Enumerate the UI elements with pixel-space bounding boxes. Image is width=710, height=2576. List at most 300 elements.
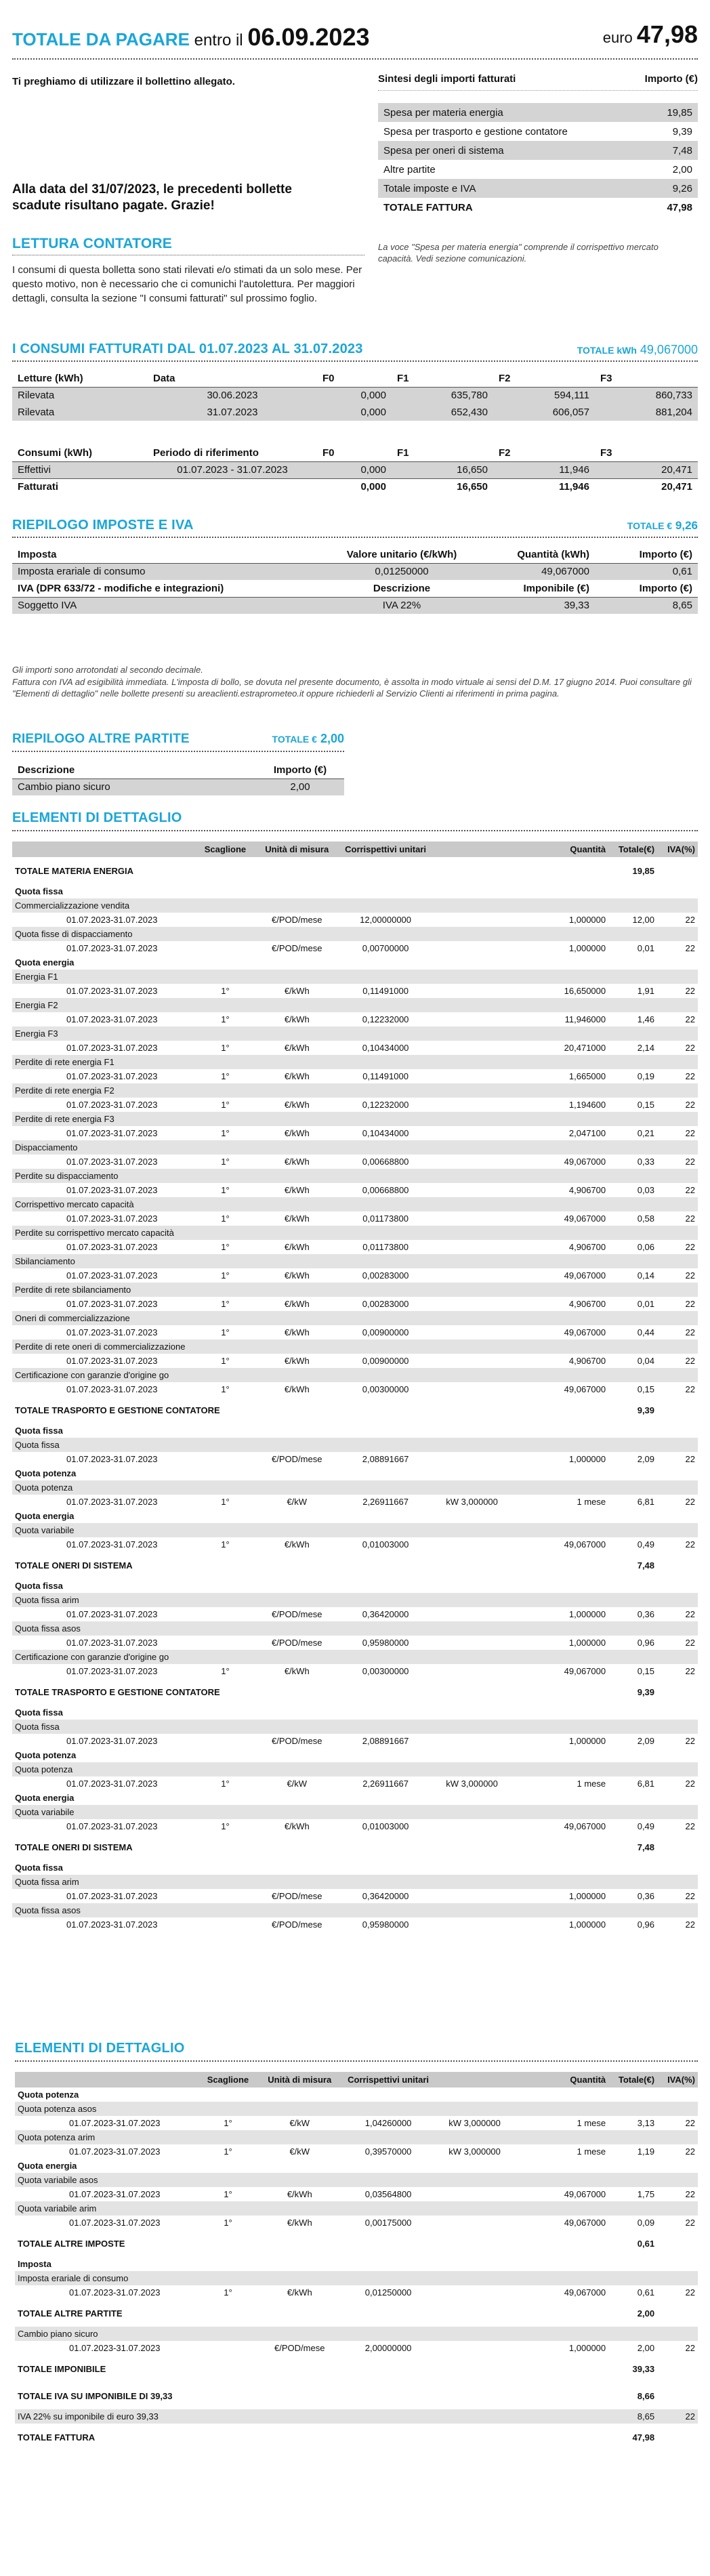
due-date: 06.09.2023 [247, 23, 370, 51]
det-total-row [15, 2230, 698, 2257]
det-period: 01.07.2023-31.07.2023 [66, 1014, 158, 1024]
letture-cell: 635,780 [451, 390, 488, 402]
altre-total-value: 2,00 [320, 732, 344, 745]
det-total: 2,09 [637, 1454, 655, 1464]
det-scaglione: 1° [221, 1356, 230, 1366]
det-line-row [12, 1211, 698, 1226]
det-item-label: Quota variabile asos [15, 2173, 698, 2187]
iva-h1: Descrizione [373, 582, 431, 594]
det-unit: €/POD/mese [272, 1736, 322, 1746]
det-quantity: 49,067000 [564, 1666, 606, 1676]
det-line-row [15, 2285, 698, 2300]
det-iva: 22 [685, 1100, 695, 1110]
det-period: 01.07.2023-31.07.2023 [66, 1100, 158, 1110]
det-unit-price: 12,00000000 [360, 915, 412, 925]
det-unit-price: 2,00000000 [364, 2343, 412, 2353]
det-period: 01.07.2023-31.07.2023 [66, 1043, 158, 1053]
iva-h3: Importo (€) [639, 582, 692, 594]
det-unit: €/kWh [284, 1185, 310, 1195]
det-quantity: 49,067000 [564, 1157, 606, 1167]
det-group-label: Quota fissa [15, 1581, 63, 1591]
det-total: 0,44 [637, 1327, 655, 1337]
letture-cell: 594,111 [554, 390, 589, 402]
det-period: 01.07.2023-31.07.2023 [66, 1666, 158, 1676]
det-item-row [12, 927, 698, 941]
det-item-row [12, 1875, 698, 1889]
consumi-cell: 20,471 [661, 481, 692, 493]
det-unit-price: 0,36420000 [362, 1891, 409, 1901]
imposte-header [12, 515, 698, 538]
det-total-label: TOTALE IMPONIBILE [18, 2363, 106, 2374]
det-quantity: 49,067000 [564, 1384, 606, 1394]
det-iva: 22 [685, 1497, 695, 1507]
det-scaglione: 1° [221, 1043, 230, 1053]
det-iva: 22 [685, 2287, 695, 2298]
det-iva: 22 [685, 1821, 695, 1831]
det-line-row [12, 1069, 698, 1083]
letture-cell: Rilevata [18, 390, 55, 402]
altre-h0: Descrizione [18, 764, 75, 776]
det-total: 0,04 [637, 1356, 655, 1366]
invoice-header [12, 20, 698, 60]
det-line-row [12, 1240, 698, 1254]
det-item-label: Quota fissa asos [12, 1621, 698, 1636]
det-total-value: 7,48 [637, 1842, 655, 1852]
altre-h1: Importo (€) [273, 764, 327, 776]
summary-row-value: 7,48 [672, 144, 692, 157]
det-quantity: 49,067000 [564, 2287, 606, 2298]
det-item-label: Quota potenza arim [15, 2130, 698, 2144]
det-power [440, 1325, 501, 1339]
det-total-row [15, 2300, 698, 2327]
summary-row-value: 19,85 [667, 106, 692, 119]
det-total: 0,21 [637, 1128, 655, 1138]
iva-r3: 8,65 [672, 600, 692, 612]
det-item-label: Perdite di rete energia F2 [12, 1083, 698, 1098]
det-quantity: 16,650000 [564, 986, 606, 996]
det-total: 0,36 [637, 1609, 655, 1619]
det-total: 0,61 [637, 2287, 655, 2298]
det-group-label: Quota fissa [15, 1707, 63, 1718]
det-total: 2,09 [637, 1736, 655, 1746]
det-period: 01.07.2023-31.07.2023 [69, 2343, 161, 2353]
det-quantity: 4,906700 [568, 1299, 606, 1309]
consumi-header [12, 339, 698, 362]
altre-title: RIEPILOGO ALTRE PARTITE [12, 732, 190, 746]
det-item-row [12, 1621, 698, 1636]
det-item-label: Commercializzazione vendita [12, 898, 698, 913]
det-period: 01.07.2023-31.07.2023 [69, 2218, 161, 2228]
due-title-bold: TOTALE DA PAGARE [12, 29, 190, 49]
det2-table [15, 2072, 698, 2451]
letture_head-head-cell: Letture (kWh) [18, 372, 83, 384]
det-line-row [12, 1183, 698, 1197]
det-unit: €/kWh [284, 1821, 310, 1831]
det-period: 01.07.2023-31.07.2023 [66, 943, 158, 953]
letture_head-head-cell: F2 [499, 372, 511, 384]
det-period: 01.07.2023-31.07.2023 [69, 2118, 161, 2128]
det-power [440, 1889, 501, 1903]
det-power: kW 3,000000 [446, 1497, 498, 1507]
det-scaglione: 1° [221, 1014, 230, 1024]
det-power [442, 2285, 503, 2300]
det-line-row [12, 1452, 698, 1466]
det-group-row [12, 1861, 698, 1875]
det-total: 0,96 [637, 1638, 655, 1648]
det-period: 01.07.2023-31.07.2023 [66, 1779, 158, 1789]
det1-table [12, 842, 698, 1932]
det-quantity: 1,000000 [568, 1454, 606, 1464]
det-period: 01.07.2023-31.07.2023 [66, 1213, 158, 1224]
det-iva-rate: 22 [657, 2409, 698, 2424]
iva-h0: IVA (DPR 633/72 - modifiche e integrazioni) [18, 582, 224, 594]
det-item-label: Perdite su dispacciamento [12, 1169, 698, 1183]
det-scaglione: 1° [221, 1327, 230, 1337]
det-unit-price: 0,00900000 [362, 1356, 409, 1366]
det-iva: 22 [685, 1609, 695, 1619]
letture-cell: 0,000 [360, 407, 386, 418]
altre-total [272, 732, 344, 746]
det-group-row [12, 884, 698, 898]
det-unit-price: 0,00175000 [364, 2218, 412, 2228]
det-group-label: Quota fissa [15, 886, 63, 896]
det-scaglione: 1° [224, 2146, 232, 2157]
consumi-cell: 01.07.2023 - 31.07.2023 [177, 464, 288, 476]
letture-cell: 31.07.2023 [207, 407, 258, 418]
det-item-label: Quota variabile [12, 1523, 698, 1537]
det-group-label: Quota potenza [18, 2090, 79, 2100]
consumi_head-head-cell: Periodo di riferimento [153, 446, 259, 459]
det-item-label: Perdite di rete energia F3 [12, 1112, 698, 1126]
det-unit-price: 0,01173800 [362, 1242, 409, 1252]
det-unit: €/kWh [284, 1043, 310, 1053]
det-line-row [12, 1664, 698, 1678]
summary-total-label: TOTALE FATTURA [383, 201, 473, 213]
imposte-title: RIEPILOGO IMPOSTE E IVA [12, 518, 194, 533]
det-power: kW 3,000000 [448, 2118, 501, 2128]
consumi_head-head-cell: F3 [600, 446, 612, 459]
det-iva: 22 [685, 1666, 695, 1676]
det-unit: €/kWh [284, 1270, 310, 1281]
det-total-iva [657, 1833, 698, 1861]
det-item-row [12, 1140, 698, 1155]
det-quantity: 1,000000 [568, 2343, 606, 2353]
det-line-row [12, 1041, 698, 1055]
det-period: 01.07.2023-31.07.2023 [66, 1736, 158, 1746]
det-total: 0,49 [637, 1539, 655, 1550]
det-total-row [12, 1678, 698, 1705]
consumi-total-label: TOTALE kWh [577, 345, 637, 356]
det-total-value: 47,98 [632, 2432, 655, 2443]
det-line-row [12, 1537, 698, 1552]
det-item-row [12, 1805, 698, 1819]
det-item-row [12, 1026, 698, 1041]
det-scaglione: 1° [221, 1128, 230, 1138]
det-head-cell: Quantità [570, 2075, 606, 2085]
det-unit: €/kWh [284, 986, 310, 996]
det-line-row [12, 1297, 698, 1311]
consumi-row [12, 461, 698, 478]
det-period: 01.07.2023-31.07.2023 [66, 1384, 158, 1394]
det-item-label: Quota fisse di dispacciamento [12, 927, 698, 941]
det-total: 0,58 [637, 1213, 655, 1224]
det-unit: €/kWh [284, 1384, 310, 1394]
det-unit: €/kW [287, 1497, 308, 1507]
amount-due-value: 47,98 [636, 20, 698, 48]
summary-header [378, 70, 698, 91]
det-line-row [12, 1819, 698, 1833]
det-item-row [15, 2173, 698, 2187]
det-total-value: 39,33 [632, 2363, 655, 2374]
det-unit-price: 2,26911667 [362, 1779, 409, 1789]
letture-cell: 881,204 [655, 407, 692, 418]
det-total: 2,14 [637, 1043, 655, 1053]
det-total-label: TOTALE IVA SU IMPONIBILE DI 39,33 [18, 2390, 173, 2401]
det-group-row [12, 1424, 698, 1438]
det-item-row [15, 2102, 698, 2116]
det-item-label: Quota variabile [12, 1805, 698, 1819]
det-period: 01.07.2023-31.07.2023 [66, 1638, 158, 1648]
det-unit: €/POD/mese [274, 2343, 325, 2353]
det-quantity: 1,665000 [568, 1071, 606, 1081]
det-unit: €/kW [287, 1779, 308, 1789]
det-total: 0,01 [637, 943, 655, 953]
det-total: 0,15 [637, 1666, 655, 1676]
due-title [12, 23, 370, 51]
det-quantity: 1,000000 [568, 943, 606, 953]
det-period: 01.07.2023-31.07.2023 [66, 1270, 158, 1281]
det-power [440, 941, 501, 955]
det-unit-price: 0,95980000 [362, 1919, 409, 1930]
det-iva: 22 [685, 1779, 695, 1789]
det2-title: ELEMENTI DI DETTAGLIO [15, 2041, 698, 2062]
det-item-row [15, 2130, 698, 2144]
det-scaglione [188, 1734, 263, 1748]
det-power [440, 1297, 501, 1311]
consumi_head-head-cell: F2 [499, 446, 511, 459]
det-scaglione: 1° [224, 2218, 232, 2228]
summary-box [378, 70, 698, 264]
det-iva-total: 8,65 [608, 2409, 657, 2424]
det-item-row [12, 898, 698, 913]
imp-r2: 49,067000 [541, 566, 589, 578]
det-period: 01.07.2023-31.07.2023 [69, 2189, 161, 2199]
det-item-label: Quota fissa arim [12, 1593, 698, 1607]
det-iva: 22 [685, 1384, 695, 1394]
letture_head-head-cell: F3 [600, 372, 612, 384]
det-item-row [12, 1593, 698, 1607]
summary-row [378, 179, 698, 198]
det-total-iva [657, 1678, 698, 1705]
det-power [440, 1126, 501, 1140]
det-quantity: 2,047100 [568, 1128, 606, 1138]
det-unit: €/kW [289, 2118, 310, 2128]
det-scaglione [188, 913, 263, 927]
det-total: 1,19 [637, 2146, 655, 2157]
det-total-value: 2,00 [637, 2308, 655, 2319]
det-item-row [12, 1197, 698, 1211]
det-power [440, 1819, 501, 1833]
det-head-cell: IVA(%) [667, 2075, 695, 2085]
det-total: 1,91 [637, 986, 655, 996]
det-item-label: Energia F1 [12, 970, 698, 984]
iva-r2: 39,33 [564, 600, 589, 612]
consumi-total [577, 343, 698, 357]
consumi-total-value: 49,067000 [640, 343, 698, 356]
det-quantity: 4,906700 [568, 1185, 606, 1195]
det-quantity: 11,946000 [564, 1014, 606, 1024]
det-quantity: 4,906700 [568, 1356, 606, 1366]
det-item-label: Energia F3 [12, 1026, 698, 1041]
det-power [440, 1664, 501, 1678]
det-power [440, 984, 501, 998]
det-period: 01.07.2023-31.07.2023 [66, 986, 158, 996]
det-total-iva [657, 2230, 698, 2257]
det-total: 0,09 [637, 2218, 655, 2228]
consumi_head-head-cell: Consumi (kWh) [18, 446, 92, 459]
det-item-label: Quota fissa [12, 1438, 698, 1452]
det-group-row [12, 1466, 698, 1480]
det-power [442, 2341, 503, 2355]
consumi-cell: Effettivi [18, 464, 51, 476]
det-item-row [12, 1523, 698, 1537]
det-item-row [12, 1226, 698, 1240]
det-scaglione: 1° [221, 1071, 230, 1081]
det-line-row [12, 1155, 698, 1169]
det-iva: 22 [685, 2218, 695, 2228]
det-period: 01.07.2023-31.07.2023 [66, 1299, 158, 1309]
det-head-cell: Corrispettivi unitari [348, 2075, 430, 2085]
det-total-iva [657, 2355, 698, 2382]
det-item-row [12, 1650, 698, 1664]
imposte-total [627, 519, 698, 533]
summary-title: Sintesi degli importi fatturati [378, 73, 516, 85]
det1-block [12, 842, 698, 1932]
det-unit: €/kWh [284, 1071, 310, 1081]
det-item-row [12, 970, 698, 984]
consumi-title: I CONSUMI FATTURATI DAL 01.07.2023 AL 31.07.2023 [12, 341, 363, 356]
det-line-row [12, 1325, 698, 1339]
det-group-label: Quota energia [15, 1511, 75, 1521]
det-scaglione: 1° [221, 1100, 230, 1110]
det-period: 01.07.2023-31.07.2023 [66, 1185, 158, 1195]
det-item-label: Imposta erariale di consumo [15, 2271, 698, 2285]
det-iva: 22 [685, 1919, 695, 1930]
consumi-cell: 20,471 [661, 464, 692, 476]
det-group-label: Quota fissa [15, 1426, 63, 1436]
det-total-value: 7,48 [637, 1560, 655, 1571]
det-head-cell: Scaglione [204, 844, 247, 854]
det-head-cell [440, 842, 501, 857]
det-quantity: 49,067000 [564, 1213, 606, 1224]
det-iva: 22 [685, 2146, 695, 2157]
det-line-row [12, 1495, 698, 1509]
det-item-label: Quota fissa arim [12, 1875, 698, 1889]
det-group-row [15, 2159, 698, 2173]
det-item-label: Energia F2 [12, 998, 698, 1012]
det-head-cell: Unità di misura [268, 2075, 332, 2085]
letture-cell: 30.06.2023 [207, 390, 258, 402]
det-head-cell: Totale(€) [618, 844, 655, 854]
det-total: 3,13 [637, 2118, 655, 2128]
altre-r1: 2,00 [290, 781, 310, 793]
det-line-row [12, 1917, 698, 1932]
det-line-row [12, 1354, 698, 1368]
det-quantity: 49,067000 [564, 1270, 606, 1281]
summary-row [378, 160, 698, 179]
det-period: 01.07.2023-31.07.2023 [66, 1071, 158, 1081]
det-iva: 22 [685, 1014, 695, 1024]
det-scaglione: 1° [221, 1185, 230, 1195]
det-iva: 22 [685, 2189, 695, 2199]
det-power [440, 1183, 501, 1197]
det-unit: €/kWh [284, 1014, 310, 1024]
det-iva: 22 [685, 1299, 695, 1309]
det-iva: 22 [685, 1270, 695, 1281]
det-head-cell [442, 2072, 503, 2087]
det-item-label: Sbilanciamento [12, 1254, 698, 1268]
det-unit-price: 2,08891667 [362, 1736, 409, 1746]
det-quantity: 49,067000 [564, 2189, 606, 2199]
det-line-row [12, 1734, 698, 1748]
det-head-cell: Corrispettivi unitari [345, 844, 427, 854]
det-total: 0,15 [637, 1384, 655, 1394]
det-unit: €/kWh [284, 1666, 310, 1676]
det-line-row [15, 2116, 698, 2130]
det-scaglione [188, 941, 263, 955]
det-total-row [12, 1833, 698, 1861]
det-total-row [15, 2355, 698, 2382]
letture-row [12, 387, 698, 404]
summary-row [378, 141, 698, 160]
imp-h0: Imposta [18, 548, 57, 560]
det-quantity: 1,000000 [568, 1609, 606, 1619]
det-line-row [15, 2144, 698, 2159]
det-line-row [12, 984, 698, 998]
det-group-label: Imposta [18, 2259, 51, 2269]
summary-row [378, 103, 698, 122]
det-total: 0,19 [637, 1071, 655, 1081]
det-power [440, 1607, 501, 1621]
det-unit-price: 0,39570000 [364, 2146, 412, 2157]
consumi-cell: 11,946 [559, 464, 589, 476]
det-group-row [12, 1509, 698, 1523]
det-group-label: Quota energia [15, 957, 75, 968]
det-period: 01.07.2023-31.07.2023 [66, 1356, 158, 1366]
det-group-row [12, 1705, 698, 1720]
lettura-text: I consumi di questa bolletta sono stati rilevati e/o stimati da un solo mese. Per questo motivo, non è necessario che ci comunichi l'autolettura. Per maggiori dettagli, consulta la sezione "I consumi fatturati" sul prossimo foglio. [12, 264, 362, 304]
det-item-label: Oneri di commercializzazione [12, 1311, 698, 1325]
det-scaglione: 1° [221, 986, 230, 996]
det-total-label: TOTALE FATTURA [18, 2432, 96, 2443]
det-quantity: 4,906700 [568, 1242, 606, 1252]
det-scaglione: 1° [221, 1497, 230, 1507]
det-unit: €/kWh [284, 1327, 310, 1337]
det-item-row [15, 2327, 698, 2341]
det-line-row [12, 1098, 698, 1112]
det-item-label: Quota potenza [12, 1480, 698, 1495]
det-iva: 22 [685, 1638, 695, 1648]
det-unit-price: 0,00283000 [362, 1299, 409, 1309]
det-unit: €/POD/mese [272, 1919, 322, 1930]
det-line-row [12, 913, 698, 927]
altre-table [12, 762, 344, 795]
summary-total-row [378, 198, 698, 217]
det-item-row [12, 1903, 698, 1917]
imp-h2: Quantità (kWh) [517, 548, 589, 560]
imp-h1: Valore unitario (€/kWh) [346, 548, 457, 560]
det-total: 1,75 [637, 2189, 655, 2199]
